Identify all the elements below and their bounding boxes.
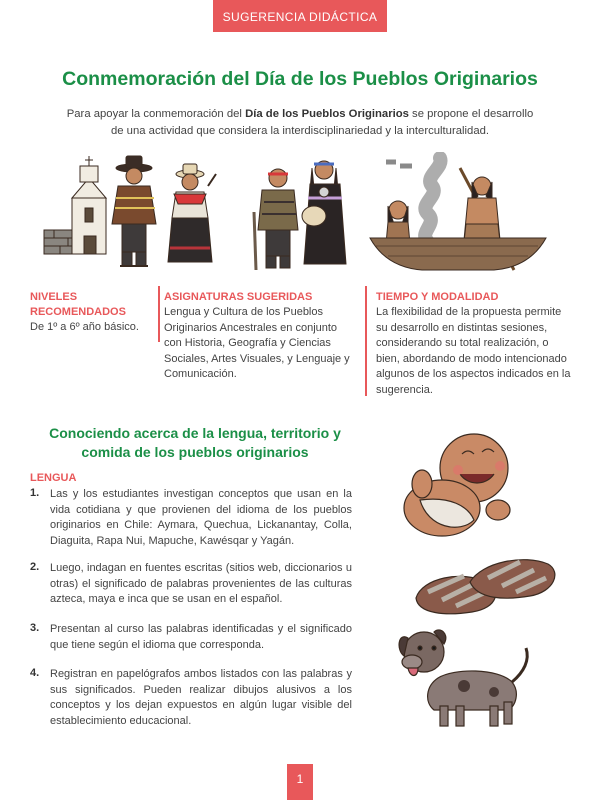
list-item-text: Luego, indagan en fuentes escritas (sitios web, diccionarios u otras) el significado de palabras provenientes de las culturas azteca, maya e inca que se usan en el español. [50, 562, 352, 606]
page-number: 1 [287, 764, 313, 800]
intro-text-before: Para apoyar la conmemoración del [66, 108, 246, 120]
canoe-people-illustration [368, 152, 550, 280]
list-item-number: 1. [30, 487, 40, 499]
section-title-line1: Conociendo acerca de la lengua, territorio y [49, 425, 341, 441]
list-item-number: 3. [30, 622, 40, 634]
niveles-heading-line1: NIVELES [30, 291, 78, 303]
list-item-number: 2. [30, 561, 40, 573]
lengua-heading: LENGUA [30, 472, 77, 484]
list-item-text: Registran en papelógrafos ambos listados con las palabras y sus significados. Pueden realizar dibujos alusivos a los conceptos y los dejan expuestos en algún lugar visible del establecimiento educacional. [50, 668, 352, 728]
asignaturas-column [164, 290, 352, 383]
section-title-line2: comida de los pueblos originarios [81, 444, 309, 460]
intro-text-bold: Día de los Pueblos Originarios [245, 108, 409, 120]
column-divider-2 [365, 286, 367, 396]
list-item-number: 4. [30, 667, 40, 679]
column-divider-1 [158, 286, 160, 342]
tiempo-text: La flexibilidad de la propuesta permite su desarrollo en distintas sesiones, considerando su total realización, o bien, abordando de modo intencionado algunos de los aspectos indicados en la sugerencia. [376, 306, 571, 396]
sandals-illustration [412, 548, 560, 618]
asignaturas-text: Lengua y Cultura de los Pueblos Originarios Ancestrales en conjunto con Historia, Geografía y Ciencias Sociales, Artes Visuales, y Lenguaje y Comunicación. [164, 306, 350, 381]
page-title: Conmemoración del Día de los Pueblos Originarios [62, 68, 538, 90]
asignaturas-heading: ASIGNATURAS SUGERIDAS [164, 291, 313, 303]
list-item [30, 487, 352, 550]
intro-paragraph [60, 106, 540, 140]
list-item [30, 667, 352, 730]
tiempo-heading: TIEMPO Y MODALIDAD [376, 291, 499, 303]
niveles-heading-line2: RECOMENDADOS [30, 306, 126, 318]
mapuche-people-illustration [246, 152, 356, 280]
tiempo-column [376, 290, 572, 399]
intro-text-after: se propone el desarrollo de una actividad que considera la interdisciplinariedad y la interculturalidad. [110, 108, 534, 137]
list-item [30, 622, 352, 653]
document-section-tab: SUGERENCIA DIDÁCTICA [213, 0, 387, 32]
niveles-column [30, 290, 152, 336]
section-title [30, 424, 360, 462]
niveles-text: De 1º a 6º año básico. [30, 321, 139, 333]
baby-illustration [398, 430, 520, 542]
dog-illustration [394, 622, 534, 730]
list-item [30, 561, 352, 608]
list-item-text: Las y los estudiantes investigan conceptos que usan en la vida cotidiana y que provienen del idioma de los pueblos originarios en Chile: Aymara, Quechua, Lickanantay, Colla, Diaguita, Rapa Nui, Mapuche, Kawésqar y Yagán. [50, 488, 352, 548]
list-item-text: Presentan al curso las palabras identificadas y el significado que tiene según el idioma que corresponda. [50, 623, 352, 651]
andean-people-illustration [42, 152, 218, 280]
